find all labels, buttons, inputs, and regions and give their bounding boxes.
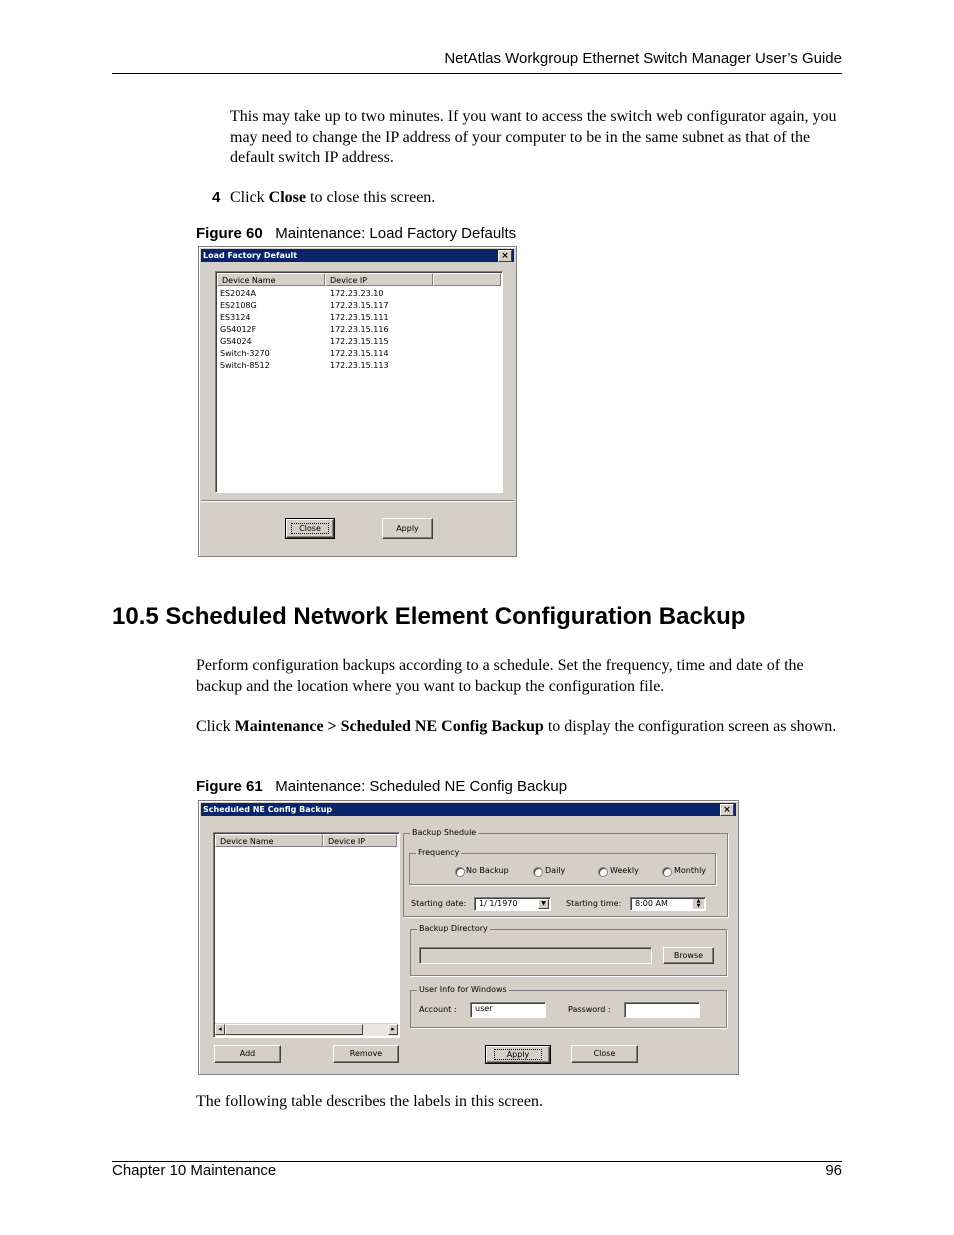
radio-monthly-label: Monthly xyxy=(674,866,707,875)
password-label: Password : xyxy=(568,1005,611,1014)
section-paragraph-1: Perform configuration backups according to a schedule. Set the frequency, time and date of the backup and the location where you want to backup the configuration file. xyxy=(196,657,804,695)
device-name-cell[interactable]: GS4024 xyxy=(220,337,252,346)
device-ip-cell[interactable]: 172.23.15.114 xyxy=(330,349,389,358)
figure-61-caption xyxy=(196,778,567,795)
user-info-label: User Info for Windows xyxy=(419,985,507,994)
browse-button[interactable]: Browse xyxy=(663,947,714,964)
device-ip-cell[interactable]: 172.23.23.10 xyxy=(330,289,384,298)
page-number: 96 xyxy=(825,1162,842,1179)
figure-61-label: Figure 61 xyxy=(196,778,263,795)
backup-directory-label: Backup Directory xyxy=(419,924,488,933)
starting-time-field[interactable] xyxy=(630,897,706,911)
scrollbar-thumb[interactable] xyxy=(225,1024,363,1035)
device-name-cell[interactable]: Switch-3270 xyxy=(220,349,270,358)
device-ip-cell[interactable]: 172.23.15.117 xyxy=(330,301,389,310)
radio-daily[interactable] xyxy=(533,867,543,877)
add-button[interactable]: Add xyxy=(214,1045,281,1063)
frequency-group xyxy=(409,848,716,885)
backup-schedule-label: Backup Shedule xyxy=(412,828,477,837)
chevron-down-icon[interactable]: ▼ xyxy=(538,899,549,909)
user-info-group xyxy=(410,985,727,1028)
device-ip-cell[interactable]: 172.23.15.115 xyxy=(330,337,389,346)
radio-no-backup-label: No Backup xyxy=(466,866,509,875)
device-name-cell[interactable]: Switch-8512 xyxy=(220,361,270,370)
backup-directory-group xyxy=(410,924,727,976)
apply-button[interactable]: Apply xyxy=(382,518,433,539)
radio-monthly[interactable] xyxy=(662,867,672,877)
figure-60-title: Maintenance: Load Factory Defaults xyxy=(275,225,517,242)
starting-date-field[interactable] xyxy=(474,897,551,911)
dialog-title: Scheduled NE Config Backup xyxy=(203,805,333,814)
scroll-left-arrow-icon[interactable]: ◂ xyxy=(215,1024,225,1035)
horizontal-scrollbar[interactable] xyxy=(215,1023,398,1036)
close-button[interactable] xyxy=(286,519,334,538)
starting-time-value: 8:00 AM xyxy=(635,899,668,908)
step-number: 4 xyxy=(212,189,221,206)
account-label: Account : xyxy=(419,1005,457,1014)
scroll-right-arrow-icon[interactable]: ▸ xyxy=(388,1024,398,1035)
device-ip-cell[interactable]: 172.23.15.113 xyxy=(330,361,389,370)
password-field[interactable] xyxy=(624,1002,700,1018)
backup-directory-field[interactable] xyxy=(419,947,652,964)
step-text-pre: Click xyxy=(230,189,269,206)
radio-weekly-label: Weekly xyxy=(610,866,639,875)
column-header-device-ip[interactable]: Device IP xyxy=(323,834,397,847)
running-header: NetAtlas Workgroup Ethernet Switch Manager User’s Guide xyxy=(444,50,842,67)
column-header-blank xyxy=(433,273,501,286)
step-text-bold: Close xyxy=(268,189,306,206)
close-button-label: Close xyxy=(291,523,329,534)
scheduled-ne-config-backup-dialog xyxy=(198,800,739,1075)
device-ip-cell[interactable]: 172.23.15.111 xyxy=(330,313,389,322)
dialog-title: Load Factory Default xyxy=(203,251,298,260)
starting-date-value: 1/ 1/1970 xyxy=(479,899,518,908)
section-heading: 10.5 Scheduled Network Element Configuration Backup xyxy=(112,603,746,630)
dialog-title-bar xyxy=(201,249,514,262)
column-header-device-name[interactable]: Device Name xyxy=(217,273,325,286)
spin-arrows-icon[interactable]: ▲ ▼ xyxy=(693,899,704,909)
apply-button[interactable] xyxy=(486,1046,550,1063)
column-header-device-ip[interactable]: Device IP xyxy=(325,273,433,286)
closing-paragraph: The following table describes the labels in this screen. xyxy=(196,1093,544,1110)
starting-time-label: Starting time: xyxy=(566,899,622,908)
device-name-cell[interactable]: GS4012F xyxy=(220,325,257,334)
starting-date-label: Starting date: xyxy=(411,899,467,908)
load-factory-default-dialog xyxy=(198,246,517,557)
section-paragraph-2 xyxy=(196,717,842,738)
column-header-device-name[interactable]: Device Name xyxy=(215,834,323,847)
device-list[interactable] xyxy=(215,271,503,493)
apply-button-label: Apply xyxy=(494,1049,543,1060)
dialog-title-bar xyxy=(201,803,736,816)
device-name-cell[interactable]: ES2024A xyxy=(220,289,256,298)
figure-60-label: Figure 60 xyxy=(196,225,263,242)
figure-60-caption xyxy=(196,225,516,242)
device-name-cell[interactable]: ES3124 xyxy=(220,313,251,322)
device-name-cell[interactable]: ES2108G xyxy=(220,301,257,310)
radio-weekly[interactable] xyxy=(598,867,608,877)
remove-button[interactable]: Remove xyxy=(333,1045,399,1063)
radio-daily-label: Daily xyxy=(545,866,566,875)
dialog-separator xyxy=(201,500,514,501)
footer-chapter: Chapter 10 Maintenance xyxy=(112,1162,277,1179)
para2-post: to display the configuration screen as shown. xyxy=(543,718,837,735)
figure-61-title: Maintenance: Scheduled NE Config Backup xyxy=(275,778,568,795)
step-4 xyxy=(212,188,842,209)
device-ip-cell[interactable]: 172.23.15.116 xyxy=(330,325,389,334)
backup-schedule-group xyxy=(403,828,728,917)
close-button[interactable]: Close xyxy=(571,1045,638,1063)
para2-bold: Maintenance > Scheduled NE Config Backup xyxy=(234,718,544,735)
para2-pre: Click xyxy=(196,718,235,735)
header-rule xyxy=(112,73,842,74)
frequency-label: Frequency xyxy=(418,848,460,857)
account-field[interactable]: user xyxy=(470,1002,546,1018)
device-list[interactable] xyxy=(213,832,400,1038)
close-icon[interactable]: × xyxy=(498,250,512,262)
step-text-post: to close this screen. xyxy=(306,189,436,206)
intro-paragraph: This may take up to two minutes. If you want to access the switch web configurator again, you may need to change the IP address of your computer to be in the same subnet as that of the default switch IP address. xyxy=(230,108,837,166)
radio-no-backup[interactable] xyxy=(455,867,465,877)
close-icon[interactable]: × xyxy=(720,804,734,816)
